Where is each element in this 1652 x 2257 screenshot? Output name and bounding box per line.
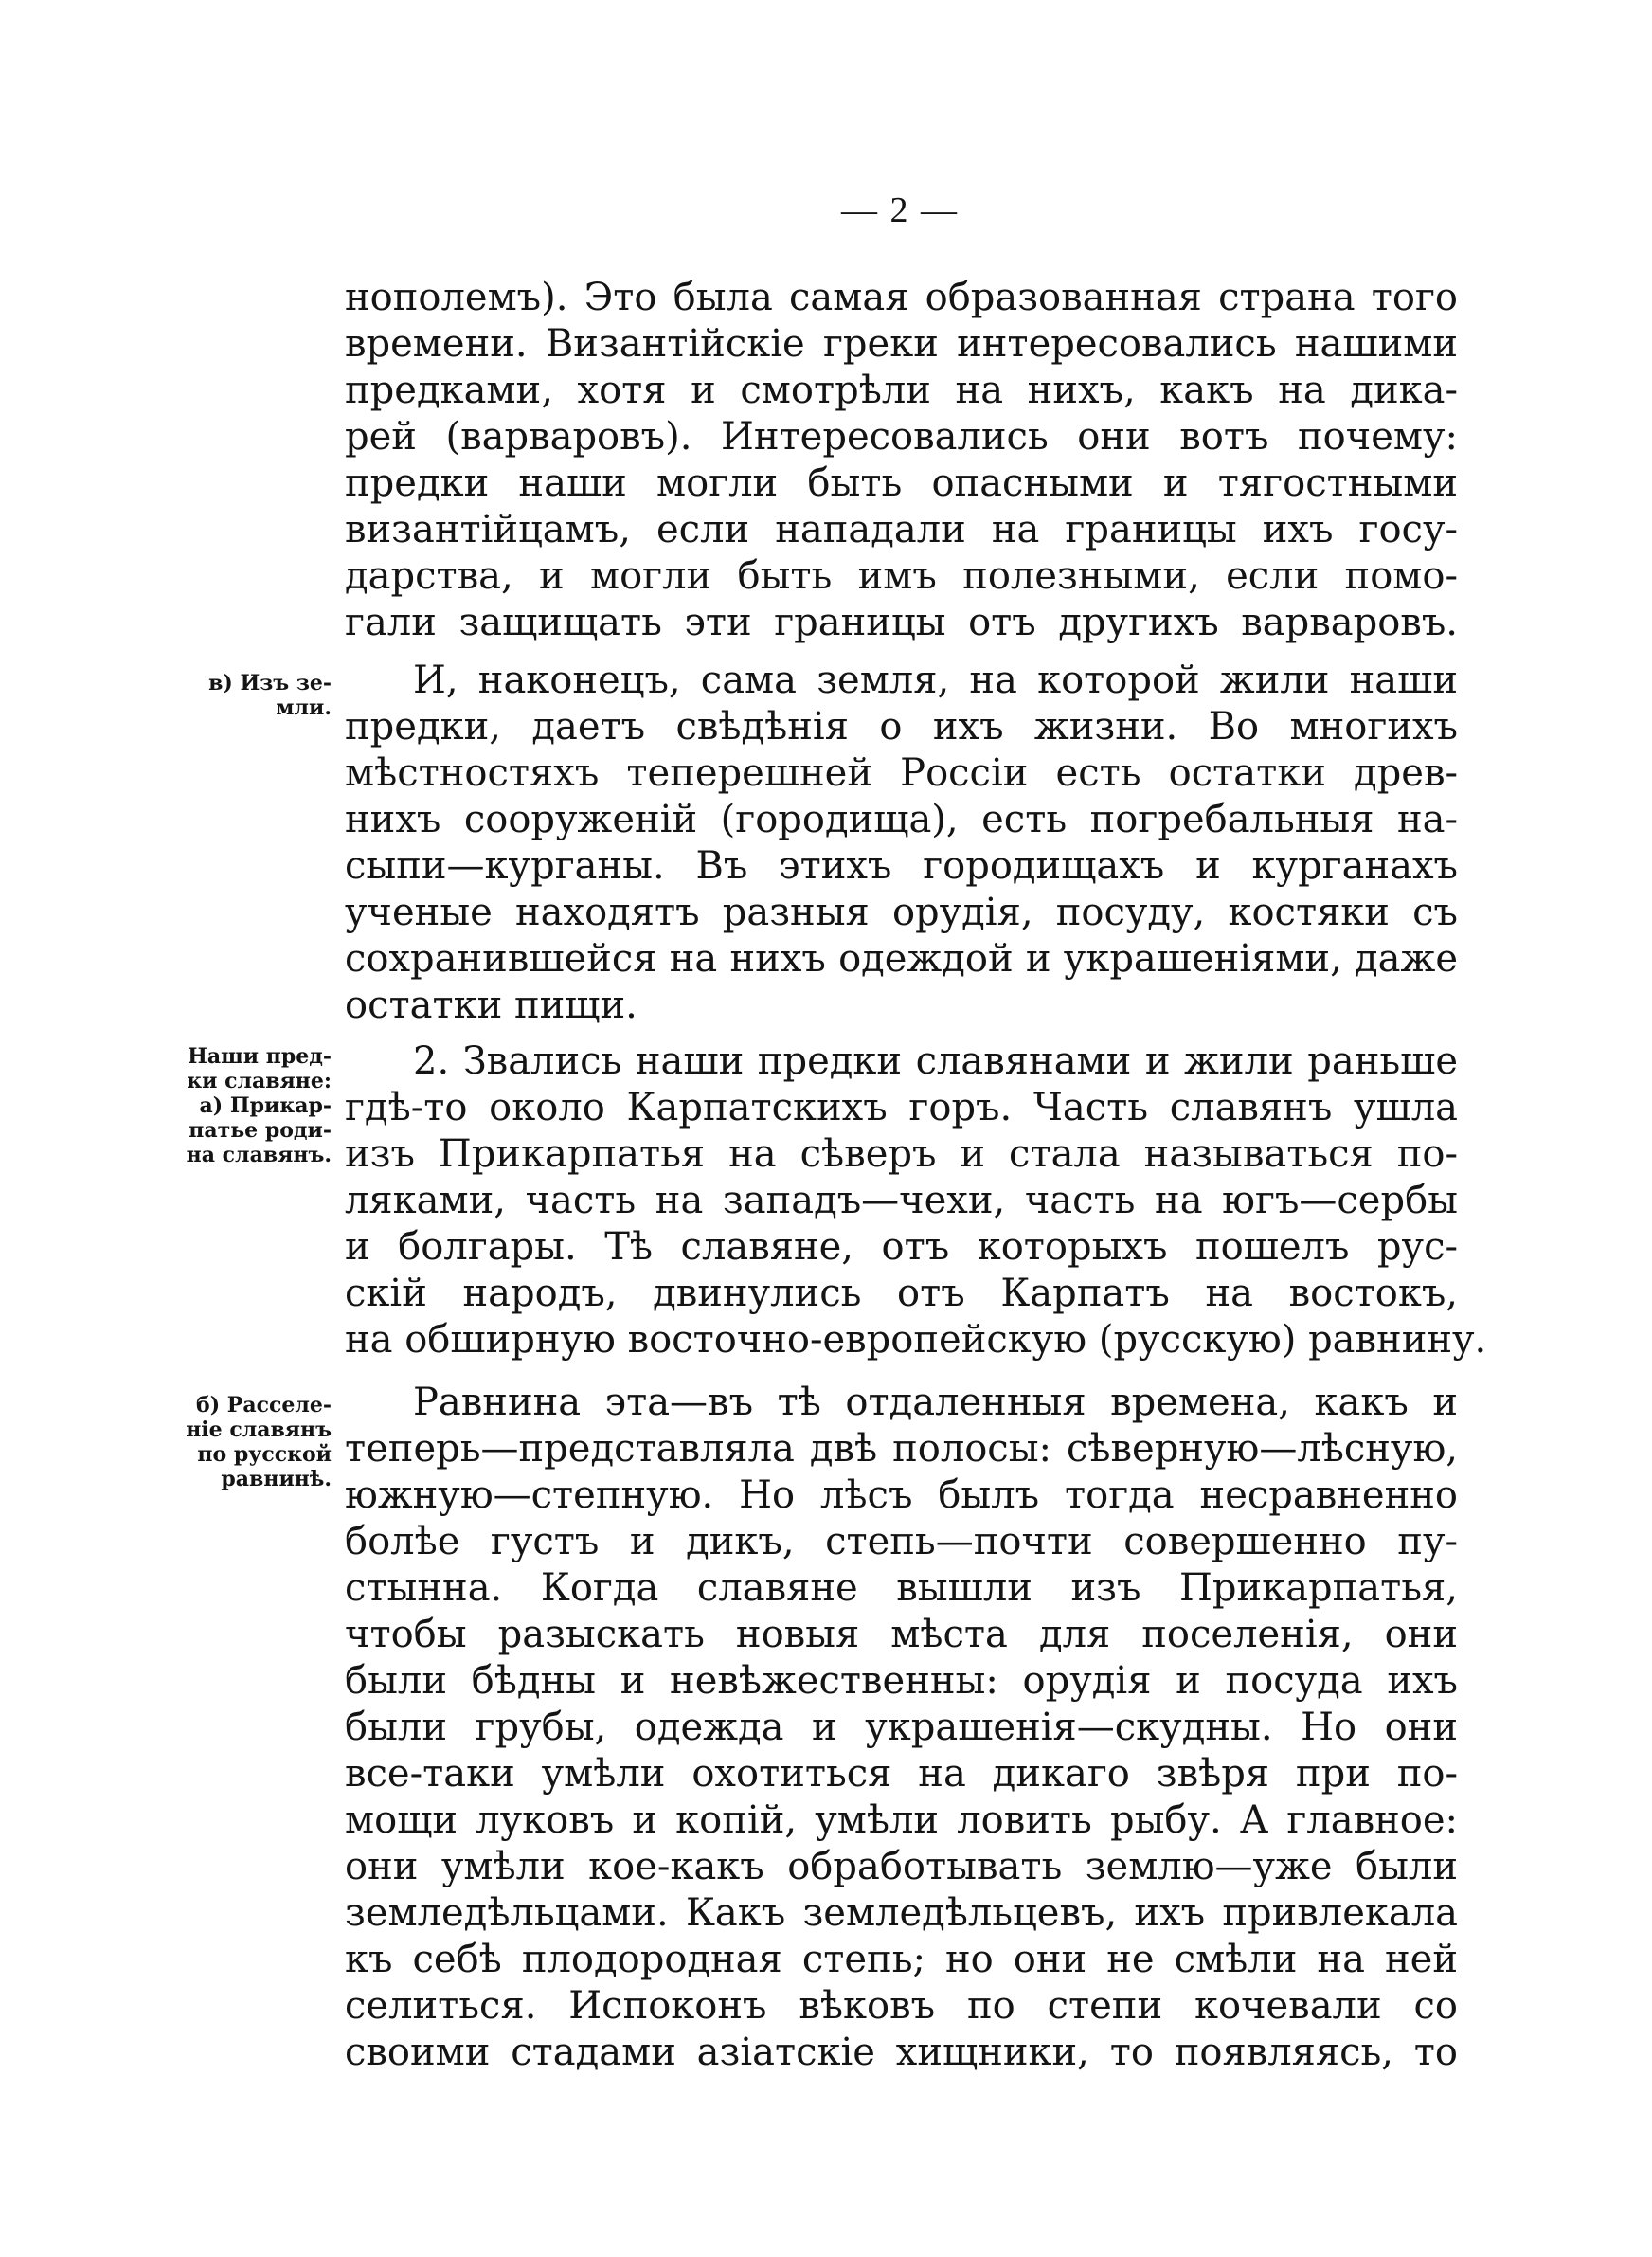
text-line: сохранившейся на нихъ одеждой и украшеніями, даже [345, 937, 1458, 981]
text-line: мѣстностяхъ теперешней Россіи есть остатки древ- [345, 751, 1458, 795]
margin-note-slavs-homeland [142, 1044, 332, 1167]
margin-note-settlement [142, 1393, 332, 1491]
text-line: къ себѣ плодородная степь; но они не смѣли на ней [345, 1938, 1458, 1981]
text-line: стынна. Когда славяне вышли изъ Прикарпатья, [345, 1566, 1458, 1610]
text-line: гдѣ-то около Карпатскихъ горъ. Часть славянъ ушла [345, 1086, 1458, 1129]
text-line: были грубы, одежда и украшенія—скудны. Но они [345, 1706, 1458, 1749]
text-line: ученые находятъ разныя орудія, посуду, костяки съ [345, 891, 1458, 934]
text-line: дарства, и могли быть имъ полезными, если помо- [345, 554, 1458, 598]
text-line: предками, хотя и смотрѣли на нихъ, какъ на дика- [345, 369, 1458, 412]
margin-note-line: в) Изъ зе- [208, 671, 332, 695]
text-line: и болгары. Тѣ славяне, отъ которыхъ пошелъ рус- [345, 1225, 1458, 1269]
text-line: рей (варваровъ). Интересовались они вотъ почему: [345, 415, 1458, 459]
text-line: Равнина эта—въ тѣ отдаленныя времена, какъ и [413, 1381, 1458, 1424]
text-line: нихъ сооруженій (городища), есть погребальныя на- [345, 798, 1458, 841]
text-line: 2. Звались наши предки славянами и жили раньше [413, 1039, 1458, 1083]
text-line: византійцамъ, если нападали на границы ихъ госу- [345, 508, 1458, 551]
paragraph-2 [345, 658, 1458, 1029]
paragraph-3 [345, 1038, 1487, 1363]
margin-note-line: а) Прикар- [199, 1093, 332, 1118]
text-line: ляками, часть на западъ—чехи, часть на югъ—сербы [345, 1179, 1458, 1222]
text-line: на обширную восточно-европейскую (русскую) равнину. [345, 1318, 1487, 1362]
margin-note-line: ки славяне: [187, 1069, 332, 1093]
text-line: они умѣли кое-какъ обработывать землю—уже были [345, 1845, 1458, 1888]
margin-note-line: по русской [197, 1442, 332, 1467]
text-line: земледѣльцами. Какъ земледѣльцевъ, ихъ привлекала [345, 1891, 1458, 1935]
paragraph-1 [345, 275, 1458, 646]
text-line: нополемъ). Это была самая образованная страна того [345, 276, 1458, 319]
text-line: сыпи—курганы. Въ этихъ городищахъ и курганахъ [345, 844, 1458, 888]
margin-note-line: мли. [276, 695, 332, 720]
text-line: И, наконецъ, сама земля, на которой жили наши [413, 659, 1458, 702]
paragraph-4 [345, 1380, 1458, 2076]
margin-note-from-land [142, 671, 332, 720]
text-line: были бѣдны и невѣжественны: орудія и посуда ихъ [345, 1659, 1458, 1703]
margin-note-line: Наши пред- [188, 1044, 332, 1069]
margin-note-line: равнинѣ. [221, 1467, 332, 1491]
text-line: остатки пищи. [345, 984, 637, 1027]
text-line: теперь—представляла двѣ полосы: сѣверную—лѣсную, [345, 1427, 1458, 1471]
text-line: селиться. Испоконъ вѣковъ по степи кочевали со [345, 1984, 1458, 2028]
text-line: болѣе густъ и дикъ, степь—почти совершенно пу- [345, 1520, 1458, 1563]
text-line: южную—степную. Но лѣсъ былъ тогда несравненно [345, 1473, 1458, 1517]
text-line: чтобы разыскать новыя мѣста для поселенія, они [345, 1613, 1458, 1656]
page-number: — 2 — [841, 190, 959, 230]
text-line: предки наши могли быть опасными и тягостными [345, 461, 1458, 505]
text-line: гали защищать эти границы отъ другихъ варваровъ. [345, 601, 1458, 644]
text-line: изъ Прикарпатья на сѣверъ и стала называться по- [345, 1132, 1458, 1176]
margin-note-line: б) Расселе- [196, 1393, 332, 1417]
margin-note-line: патье роди- [189, 1118, 332, 1143]
margin-note-line: на славянъ. [186, 1143, 332, 1167]
text-line: скій народъ, двинулись отъ Карпатъ на востокъ, [345, 1272, 1458, 1315]
margin-note-line: ніе славянъ [186, 1417, 332, 1442]
text-line: все-таки умѣли охотиться на дикаго звѣря при по- [345, 1752, 1458, 1796]
text-line: своими стадами азіатскіе хищники, то появляясь, то [345, 2031, 1458, 2074]
text-line: мощи луковъ и копій, умѣли ловить рыбу. А главное: [345, 1798, 1458, 1842]
text-line: предки, даетъ свѣдѣнія о ихъ жизни. Во многихъ [345, 705, 1458, 749]
text-line: времени. Византійскіе греки интересовались нашими [345, 322, 1458, 366]
